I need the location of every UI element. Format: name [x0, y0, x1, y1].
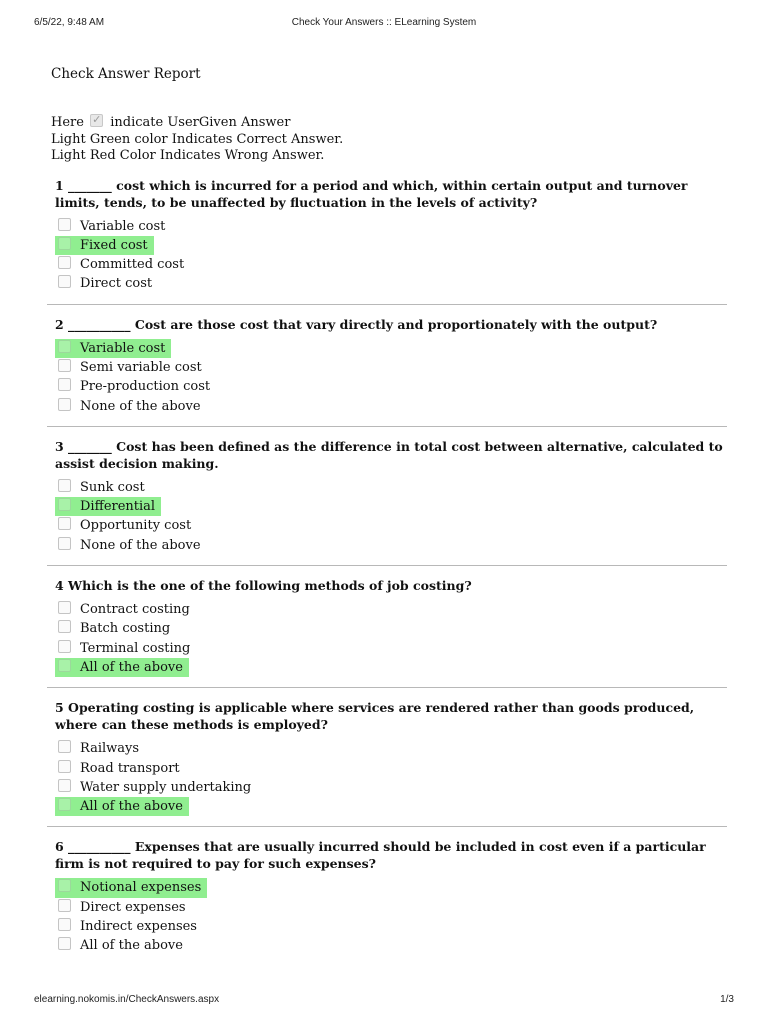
answer-option-correct [55, 878, 207, 897]
question-text: 5 Operating costing is applicable where services are rendered rather than goods produced, where can these methods is employed? [55, 700, 695, 733]
question-block [47, 687, 727, 826]
answer-option-label: Notional expenses [80, 880, 202, 896]
checkbox-icon[interactable] [58, 398, 71, 411]
answer-options [55, 878, 723, 955]
answer-option-label: Batch costing [80, 621, 171, 637]
checkbox-icon[interactable] [58, 798, 71, 811]
answer-options [55, 739, 723, 816]
checkbox-icon[interactable] [58, 256, 71, 269]
checked-checkbox-icon [90, 114, 103, 127]
answer-option [55, 639, 196, 658]
answer-option-label: None of the above [80, 398, 201, 414]
checkbox-icon[interactable] [58, 237, 71, 250]
question-block [47, 304, 727, 426]
answer-option-label: Sunk cost [80, 479, 145, 495]
question-block [51, 177, 723, 304]
checkbox-icon[interactable] [58, 640, 71, 653]
checkbox-icon[interactable] [58, 937, 71, 950]
checkbox-icon[interactable] [58, 740, 71, 753]
answer-option [55, 217, 171, 236]
checkbox-icon[interactable] [58, 659, 71, 672]
answer-option [55, 917, 203, 936]
legend-line-correct: Light Green color Indicates Correct Answer. [51, 131, 344, 147]
answer-option-label: Committed cost [80, 257, 185, 273]
checkbox-icon[interactable] [58, 517, 71, 530]
answer-option-label: Variable cost [80, 218, 166, 234]
question-block [47, 826, 727, 965]
checkbox-icon[interactable] [58, 275, 71, 288]
question-text: 4 Which is the one of the following methods of job costing? [55, 578, 472, 594]
checkbox-icon[interactable] [58, 918, 71, 931]
print-url: elearning.nokomis.in/CheckAnswers.aspx [34, 994, 220, 1005]
checkbox-icon[interactable] [58, 498, 71, 511]
checkbox-icon[interactable] [58, 218, 71, 231]
answer-option [55, 536, 207, 555]
answer-option [55, 358, 208, 377]
print-page-number: 1/3 [720, 994, 734, 1005]
answer-option-label: Fixed cost [80, 237, 148, 253]
checkbox-icon[interactable] [58, 601, 71, 614]
answer-option-label: Pre-production cost [80, 379, 211, 395]
checkbox-icon[interactable] [58, 879, 71, 892]
question-block [47, 565, 727, 687]
answer-option [55, 898, 192, 917]
checkbox-icon[interactable] [58, 537, 71, 550]
answer-options [55, 339, 723, 416]
report-title: Check Answer Report [51, 66, 201, 82]
checkbox-icon[interactable] [58, 359, 71, 372]
answer-option-label: All of the above [80, 938, 183, 954]
answer-option [55, 397, 207, 416]
checkbox-icon[interactable] [58, 620, 71, 633]
answer-option-label: Variable cost [80, 340, 166, 356]
question-text: 3 _______ Cost has been defined as the difference in total cost between alternative, calculated to assist decision making. [55, 438, 723, 471]
question-list [51, 177, 723, 966]
answer-option [55, 739, 145, 758]
answer-option-label: Terminal costing [80, 640, 191, 656]
question-text: 2 __________ Cost are those cost that vary directly and proportionately with the output? [55, 316, 658, 332]
answer-option-label: Railways [80, 741, 140, 757]
print-footer [0, 994, 768, 1008]
answer-option [55, 600, 196, 619]
answer-option-label: Contract costing [80, 602, 190, 618]
answer-option-label: Direct cost [80, 276, 153, 292]
answer-option-label: Road transport [80, 760, 180, 776]
answer-option-label: None of the above [80, 537, 201, 553]
answer-option-correct [55, 658, 189, 677]
legend [51, 114, 723, 165]
answer-option [55, 255, 190, 274]
answer-option-label: All of the above [80, 799, 183, 815]
print-datetime: 6/5/22, 9:48 AM [34, 17, 105, 28]
answer-option [55, 619, 176, 638]
print-page-title: Check Your Answers :: ELearning System [291, 17, 477, 28]
answer-options [55, 600, 723, 677]
legend-line-user-answer [51, 114, 723, 132]
print-header [0, 17, 768, 31]
checkbox-icon[interactable] [58, 378, 71, 391]
answer-option-label: All of the above [80, 659, 183, 675]
answer-option [55, 377, 216, 396]
question-text: 6 __________ Expenses that are usually incurred should be included in cost even if a particular firm is not required to pay for such expenses? [55, 839, 706, 872]
answer-option [55, 274, 158, 293]
answer-options [55, 217, 719, 294]
answer-option-correct [55, 797, 189, 816]
answer-option-label: Water supply undertaking [80, 779, 252, 795]
answer-option-correct [55, 497, 161, 516]
report-content [51, 66, 723, 966]
answer-options [55, 478, 723, 555]
answer-option [55, 936, 189, 955]
legend-suffix: indicate UserGiven Answer [110, 115, 291, 130]
answer-option [55, 516, 197, 535]
answer-option-label: Indirect expenses [80, 919, 197, 935]
answer-option [55, 759, 186, 778]
legend-line-wrong: Light Red Color Indicates Wrong Answer. [51, 148, 325, 163]
answer-option [55, 778, 257, 797]
answer-option-correct [55, 339, 171, 358]
answer-option-label: Opportunity cost [80, 518, 192, 534]
question-block [47, 426, 727, 565]
answer-option-label: Direct expenses [80, 899, 186, 915]
checkbox-icon[interactable] [58, 779, 71, 792]
answer-option-correct [55, 236, 154, 255]
answer-option [55, 478, 151, 497]
checkbox-icon[interactable] [58, 340, 71, 353]
question-text: 1 _______ cost which is incurred for a period and which, within certain output and turnover limits, tends, to be unaffected by fluctuation in the levels of activity? [55, 177, 688, 210]
checkbox-icon[interactable] [58, 899, 71, 912]
answer-option-label: Differential [80, 499, 156, 515]
legend-prefix: Here [51, 115, 84, 130]
checkbox-icon[interactable] [58, 760, 71, 773]
answer-option-label: Semi variable cost [80, 359, 202, 375]
checkbox-icon[interactable] [58, 479, 71, 492]
